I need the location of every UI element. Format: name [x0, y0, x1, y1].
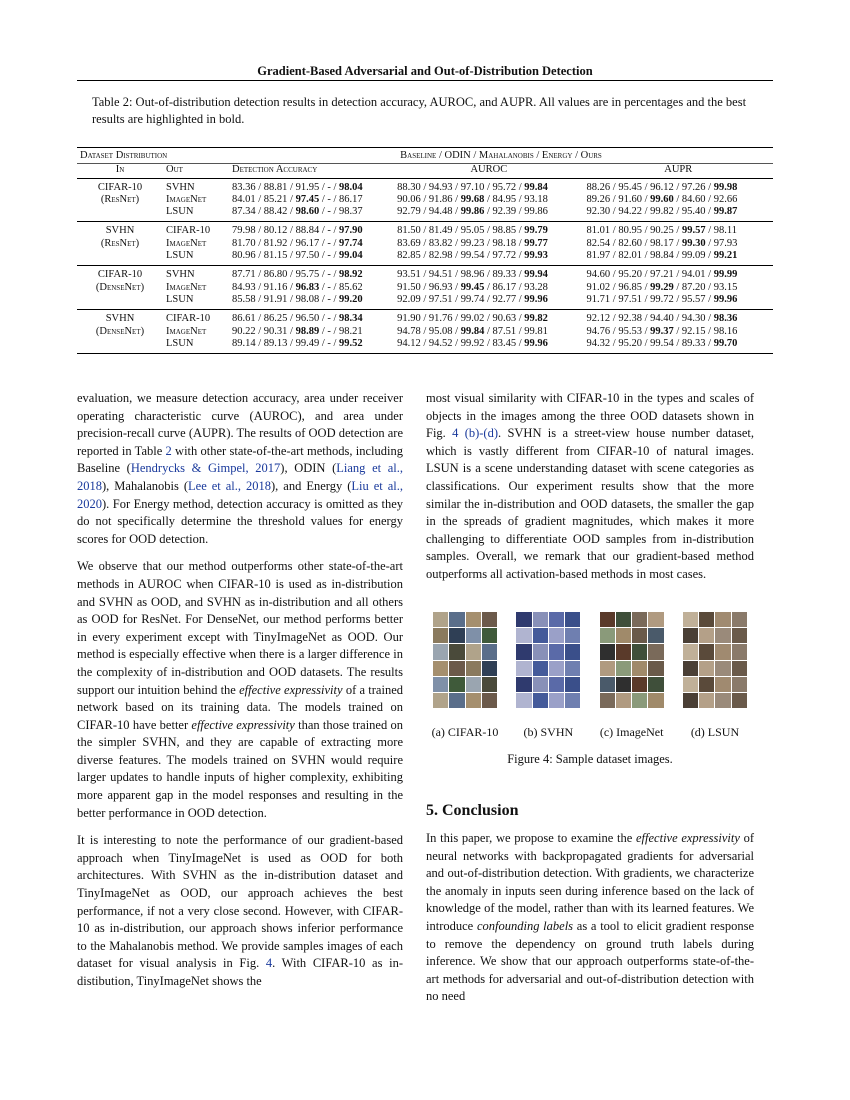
best-value: 98.36 — [713, 313, 738, 325]
table-row — [77, 222, 773, 238]
sample-image — [600, 661, 615, 676]
cell-in-distribution: CIFAR-10 — [77, 266, 163, 282]
cell-aupr: 94.60 / 95.20 / 97.21 / 94.01 / 99.99 — [584, 266, 773, 282]
sample-image — [516, 661, 531, 676]
sample-image — [632, 612, 647, 627]
cell-auroc: 88.30 / 94.93 / 97.10 / 95.72 / 99.84 — [394, 178, 583, 194]
best-value: 99.45 — [460, 281, 485, 293]
cell-auroc: 90.06 / 91.86 / 99.68 / 84.95 / 93.18 — [397, 193, 548, 205]
sample-image — [449, 644, 464, 659]
sample-image — [549, 661, 564, 676]
sample-image — [533, 677, 548, 692]
cell-aupr: 81.97 / 82.01 / 98.84 / 99.09 / 99.21 — [586, 250, 738, 262]
sample-image — [616, 677, 631, 692]
cell-acc: 83.36 / 88.81 / 91.95 / - / 98.04 — [229, 178, 394, 194]
cell-acc: 85.58 / 91.91 / 98.08 / - / 99.20 — [232, 293, 363, 305]
cell-in-distribution: (DenseNet) — [95, 281, 145, 293]
sample-image — [449, 612, 464, 627]
figure-panel-svhn — [509, 612, 587, 740]
results-table — [77, 147, 773, 354]
cell-out-distribution: LSUN — [163, 338, 229, 354]
figure-label: (d) LSUN — [690, 725, 740, 739]
sample-image — [565, 677, 580, 692]
cell-auroc: 91.50 / 96.93 / 99.45 / 86.17 / 93.28 — [397, 281, 548, 293]
best-value: 99.82 — [524, 313, 548, 325]
citation-link[interactable]: Lee et al., 2018 — [188, 478, 272, 493]
sample-image — [516, 677, 531, 692]
cell-aupr: 91.02 / 96.85 / 99.29 / 87.20 / 93.15 — [586, 281, 738, 293]
best-value: 99.70 — [713, 337, 738, 349]
sample-image — [683, 612, 698, 627]
emphasis: effective expressivity — [191, 717, 295, 732]
cell-acc: 79.98 / 80.12 / 88.84 / - / 97.90 — [229, 222, 394, 238]
table-caption: Table 2: Out-of-distribution detection results in detection accuracy, AUROC, and AUPR. All values are in percentages and the best results are highlighted in bold. — [92, 95, 747, 126]
best-value: 99.68 — [460, 193, 485, 205]
cell-auroc: 92.79 / 94.48 / 99.86 / 92.39 / 99.86 — [397, 206, 548, 218]
header-rule — [77, 80, 773, 81]
cell-acc: 80.96 / 81.15 / 97.50 / - / 99.04 — [232, 250, 363, 262]
best-value: 99.84 — [460, 325, 485, 337]
cell-acc: 81.70 / 81.92 / 96.17 / - / 97.74 — [232, 237, 363, 249]
sample-image — [482, 693, 497, 708]
sample-image — [466, 661, 481, 676]
citation-link[interactable]: 2 — [165, 443, 172, 458]
figure-label: (c) ImageNet — [599, 725, 664, 739]
cell-auroc: 94.12 / 94.52 / 99.92 / 83.45 / 99.96 — [394, 338, 583, 354]
best-value: 98.89 — [295, 325, 320, 337]
cell-acc: 89.14 / 89.13 / 99.49 / - / 99.52 — [229, 338, 394, 354]
sample-image — [715, 644, 730, 659]
sample-image — [466, 644, 481, 659]
hdr-out: Out — [163, 164, 229, 178]
cell-in-distribution: (DenseNet) — [95, 325, 145, 337]
sample-image — [616, 628, 631, 643]
sample-image — [449, 628, 464, 643]
best-value: 99.77 — [524, 237, 548, 249]
sample-image — [533, 612, 548, 627]
sample-image — [632, 693, 647, 708]
table-row — [77, 178, 773, 194]
table-row — [77, 206, 773, 222]
sample-image — [715, 612, 730, 627]
best-value: 99.21 — [713, 250, 738, 262]
sample-image — [482, 628, 497, 643]
figure-label: (a) CIFAR-10 — [431, 725, 499, 739]
cell-acc: 84.93 / 91.16 / 96.83 / - / 85.62 — [232, 281, 363, 293]
best-value: 99.94 — [524, 269, 548, 281]
cell-aupr: 89.26 / 91.60 / 99.60 / 84.60 / 92.66 — [586, 193, 738, 205]
sample-image — [683, 644, 698, 659]
sample-image — [715, 661, 730, 676]
best-value: 97.45 — [295, 193, 320, 205]
sample-image — [466, 612, 481, 627]
table-body — [77, 178, 773, 354]
sample-image — [616, 644, 631, 659]
sample-image — [549, 644, 564, 659]
sample-image — [699, 628, 714, 643]
citation-link[interactable]: 4 — [265, 956, 273, 971]
sample-image — [482, 677, 497, 692]
sample-image — [516, 644, 531, 659]
sample-image — [549, 612, 564, 627]
cell-out-distribution: SVHN — [163, 178, 229, 194]
sample-image — [732, 661, 747, 676]
figure-4 — [426, 612, 754, 767]
cell-out-distribution: ImageNet — [166, 237, 207, 249]
table-row — [77, 238, 773, 250]
sample-image — [699, 661, 714, 676]
best-value: 98.92 — [339, 269, 363, 281]
sample-image — [732, 612, 747, 627]
sample-image — [600, 644, 615, 659]
best-value: 99.57 — [681, 225, 706, 237]
table-row — [77, 338, 773, 354]
sample-image — [648, 628, 663, 643]
best-value: 98.60 — [295, 206, 320, 218]
sample-image — [715, 677, 730, 692]
hdr-auroc: AUROC — [394, 164, 583, 178]
paragraph: In this paper, we propose to examine the effective expressivity of neural networks with backpropagated gradients for adversarial and out-of-distribution detection. With gradients, we characterize the anomaly in inputs seen during inference based on the lack of knowledge of the model, rather than with its learned features. We introduce confounding labels as a tool to elicit gradient response to remove the dependency on ground truth labels during inference. We show that our approach outperforms state-of-the-art methods for adversarial and out-of-distribution detection with no need — [426, 831, 755, 1004]
sample-image — [699, 644, 714, 659]
imagenet-sample-grid — [600, 612, 664, 708]
cell-in-distribution: SVHN — [77, 310, 163, 326]
sample-image — [482, 612, 497, 627]
paragraph: We observe that our method outperforms other state-of-the-art methods in AUROC when CIFAR-10 is used as in-distribution and SVHN as OOD, and SVHN as in-distribution and all others as OOD for ResNet. For DenseNet, our method performs better in every experiment except with TinyImageNet as OOD. Our method is especially effective when there is a larger difference in the complexity of in-distribution and OOD datasets. The results support our intuition behind the effective expressivity of a trained network based on its training data. The models trained on CIFAR-10 have better effective expressivity than those trained on the simpler SVHN, and they are capable of extracting more diverse features. The models trained on SVHN would require larger updates to handle inputs of higher complexity, exhibiting more apparent gap in the model responses and resulting in the better performance in OOD detection. — [77, 559, 404, 820]
running-head: Gradient-Based Adversarial and Out-of-Distribution Detection — [257, 64, 593, 78]
cell-auroc: 82.85 / 82.98 / 99.54 / 97.72 / 99.93 — [397, 250, 548, 262]
sample-image — [600, 612, 615, 627]
cell-out-distribution: CIFAR-10 — [163, 310, 229, 326]
cell-out-distribution: SVHN — [163, 266, 229, 282]
cell-aupr: 92.12 / 92.38 / 94.40 / 94.30 / 98.36 — [584, 310, 773, 326]
emphasis: confounding labels — [476, 918, 574, 933]
sample-image — [648, 661, 663, 676]
sample-image — [715, 693, 730, 708]
table-row — [77, 250, 773, 266]
sample-image — [482, 661, 497, 676]
cell-auroc: 92.09 / 97.51 / 99.74 / 92.77 / 99.96 — [397, 293, 548, 305]
sample-image — [648, 644, 663, 659]
hdr-dataset: Dataset Distribution — [80, 150, 168, 161]
sample-image — [516, 693, 531, 708]
table-row — [77, 310, 773, 326]
sample-image — [565, 661, 580, 676]
cell-auroc: 94.78 / 95.08 / 99.84 / 87.51 / 99.81 — [397, 325, 548, 337]
sample-image — [516, 612, 531, 627]
best-value: 99.04 — [339, 250, 363, 262]
table-row — [77, 194, 773, 206]
cell-in-distribution: (ResNet) — [100, 193, 140, 205]
table-row — [77, 294, 773, 310]
sample-image — [683, 693, 698, 708]
cell-in-distribution — [77, 294, 163, 310]
best-value: 97.74 — [339, 237, 363, 249]
best-value: 99.79 — [524, 225, 548, 237]
sample-image — [648, 612, 663, 627]
paragraph: It is interesting to note the performance of our gradient-based approach when TinyImageNet is used as OOD for both architectures. With SVHN as the in-distribution dataset and TinyImageNet as OOD, our approach achieves the best performance, if not a very close second. However, with CIFAR-10 as in-distribution, our approach shows inferior performance to the Mahalanobis method. We provide samples images of each dataset for visual analysis in Fig. 4. With CIFAR-10 as in-distibution, TinyImageNet shows the — [77, 833, 403, 988]
table-row — [77, 266, 773, 282]
sample-image — [565, 693, 580, 708]
cell-aupr: 82.54 / 82.60 / 98.17 / 99.30 / 97.93 — [586, 237, 738, 249]
emphasis: effective expressivity — [636, 831, 740, 845]
cell-out-distribution: LSUN — [166, 293, 194, 305]
cifar10-sample-grid — [433, 612, 497, 708]
right-column — [426, 390, 754, 594]
sample-image — [433, 628, 448, 643]
cell-aupr: 94.32 / 95.20 / 99.54 / 89.33 / 99.70 — [584, 338, 773, 354]
cell-auroc: 81.50 / 81.49 / 95.05 / 98.85 / 99.79 — [394, 222, 583, 238]
cell-auroc: 83.69 / 83.82 / 99.23 / 98.18 / 99.77 — [397, 237, 548, 249]
best-value: 99.20 — [339, 293, 363, 305]
sample-image — [433, 644, 448, 659]
sample-image — [565, 644, 580, 659]
sample-image — [516, 628, 531, 643]
best-value: 99.37 — [650, 325, 674, 337]
best-value: 99.99 — [713, 269, 738, 281]
best-value: 99.29 — [650, 281, 674, 293]
sample-image — [699, 677, 714, 692]
best-value: 99.52 — [339, 337, 363, 349]
sample-image — [648, 677, 663, 692]
sample-image — [732, 628, 747, 643]
cell-aupr: 92.30 / 94.22 / 99.82 / 95.40 / 99.87 — [586, 206, 738, 218]
cell-acc: 87.34 / 88.42 / 98.60 / - / 98.37 — [232, 206, 363, 218]
sample-image — [715, 628, 730, 643]
sample-image — [600, 677, 615, 692]
cell-acc: 87.71 / 86.80 / 95.75 / - / 98.92 — [229, 266, 394, 282]
citation-link[interactable]: Liang et al., 2018 — [77, 461, 403, 493]
sample-image — [433, 677, 448, 692]
cell-acc: 84.01 / 85.21 / 97.45 / - / 86.17 — [232, 193, 363, 205]
sample-image — [565, 612, 580, 627]
sample-image — [732, 644, 747, 659]
sample-image — [683, 661, 698, 676]
sample-image — [683, 677, 698, 692]
sample-image — [482, 644, 497, 659]
citation-link[interactable]: Hendrycks & Gimpel, 2017 — [130, 461, 281, 476]
hdr-in: In — [77, 164, 163, 178]
sample-image — [683, 628, 698, 643]
best-value: 99.84 — [524, 181, 548, 193]
figure-label: (b) SVHN — [523, 725, 574, 739]
best-value: 99.87 — [713, 206, 738, 218]
hdr-aupr: AUPR — [584, 164, 773, 178]
sample-image — [699, 693, 714, 708]
paragraph: evaluation, we measure detection accuracy, area under receiver operating characteristic curve (AUROC), and area under precision-recall curve (AUPR). The results of OOD detection are reported in Table 2 with other state-of-the-art methods, including Baseline (Hendrycks & Gimpel, 2017), ODIN (Liang et al., 2018), Mahalanobis (Lee et al., 2018), and Energy (Liu et al., 2020). For Energy method, detection accuracy is omitted as they do not specifically determine the threshold values for energy scores for OOD detection. — [77, 391, 403, 546]
sample-image — [648, 693, 663, 708]
sample-image — [433, 612, 448, 627]
cell-in-distribution: (ResNet) — [100, 237, 140, 249]
sample-image — [466, 628, 481, 643]
sample-image — [616, 612, 631, 627]
sample-image — [632, 644, 647, 659]
cell-aupr: 94.76 / 95.53 / 99.37 / 92.15 / 98.16 — [586, 325, 738, 337]
sample-image — [533, 661, 548, 676]
cell-out-distribution: ImageNet — [166, 325, 207, 337]
citation-link[interactable]: Liu et al., 2020 — [77, 478, 403, 511]
figure-panel-lsun — [676, 612, 754, 740]
cell-aupr: 91.71 / 97.51 / 99.72 / 95.57 / 99.96 — [586, 293, 738, 305]
sample-image — [632, 677, 647, 692]
cell-out-distribution: LSUN — [166, 206, 194, 218]
best-value: 96.83 — [295, 281, 320, 293]
sample-image — [466, 677, 481, 692]
sample-image — [533, 628, 548, 643]
cell-in-distribution — [77, 338, 163, 354]
sample-image — [699, 612, 714, 627]
conclusion-section — [426, 830, 754, 1006]
figure-panel-cifar10 — [426, 612, 504, 740]
sample-image — [549, 677, 564, 692]
section-title: 5. Conclusion — [426, 802, 519, 819]
best-value: 99.30 — [681, 237, 706, 249]
sample-image — [600, 693, 615, 708]
best-value: 98.34 — [339, 313, 363, 325]
sample-image — [449, 677, 464, 692]
sample-image — [565, 628, 580, 643]
best-value: 99.60 — [650, 193, 674, 205]
cell-auroc: 91.90 / 91.76 / 99.02 / 90.63 / 99.82 — [394, 310, 583, 326]
sample-image — [449, 693, 464, 708]
cell-acc: 86.61 / 86.25 / 96.50 / - / 98.34 — [229, 310, 394, 326]
sample-image — [433, 693, 448, 708]
sample-image — [549, 628, 564, 643]
figure-caption: Figure 4: Sample dataset images. — [507, 752, 673, 766]
paragraph: most visual similarity with CIFAR-10 in the types and scales of objects in the images among the three OOD datasets shown in Fig. 4 (b)-(d). SVHN is a street-view house number dataset, which is vastly different from CIFAR-10 of natural images. LSUN is a scene understanding dataset with scene categories as classifications. Our experiment results show that the more similar the in-distribution and OOD datasets, the smaller the gap in the spreads of gradient magnitudes, which makes it more challenging to differentiate OOD samples from in-distribution samples. Overall, we remark that our gradient-based method outperforms all activation-based methods in most cases. — [426, 391, 754, 581]
lsun-sample-grid — [683, 612, 747, 708]
cell-auroc: 93.51 / 94.51 / 98.96 / 89.33 / 99.94 — [394, 266, 583, 282]
hdr-detection-accuracy: Detection Accuracy — [229, 164, 394, 178]
best-value: 99.93 — [524, 250, 548, 262]
best-value: 99.86 — [460, 206, 485, 218]
cell-out-distribution: ImageNet — [166, 193, 207, 205]
cell-in-distribution — [77, 250, 163, 266]
sample-image — [600, 628, 615, 643]
best-value: 99.96 — [524, 337, 548, 349]
sample-image — [616, 693, 631, 708]
cell-in-distribution: SVHN — [77, 222, 163, 238]
left-column — [77, 390, 403, 1001]
sample-image — [732, 677, 747, 692]
sample-image — [533, 693, 548, 708]
table-row — [77, 326, 773, 338]
best-value: 99.96 — [524, 293, 548, 305]
sample-image — [533, 644, 548, 659]
cell-acc: 90.22 / 90.31 / 98.89 / - / 98.21 — [232, 325, 363, 337]
emphasis: effective expressivity — [239, 682, 343, 697]
cell-out-distribution: LSUN — [166, 250, 194, 262]
best-value: 97.90 — [339, 225, 363, 237]
sample-image — [616, 661, 631, 676]
hdr-methods: Baseline / ODIN / Mahalanobis / Energy / Ours — [400, 150, 602, 161]
sample-image — [466, 693, 481, 708]
cell-aupr: 81.01 / 80.95 / 90.25 / 99.57 / 98.11 — [584, 222, 773, 238]
best-value: 98.04 — [339, 181, 363, 193]
cell-aupr: 88.26 / 95.45 / 96.12 / 97.26 / 99.98 — [584, 178, 773, 194]
cell-in-distribution — [77, 206, 163, 222]
best-value: 99.98 — [713, 181, 738, 193]
citation-link[interactable]: 4 (b)-(d) — [452, 426, 499, 441]
cell-out-distribution: ImageNet — [166, 281, 207, 293]
table-row — [77, 282, 773, 294]
sample-image — [449, 661, 464, 676]
sample-image — [433, 661, 448, 676]
cell-out-distribution: CIFAR-10 — [163, 222, 229, 238]
sample-image — [732, 693, 747, 708]
sample-image — [549, 693, 564, 708]
sample-image — [632, 628, 647, 643]
figure-panel-imagenet — [593, 612, 671, 740]
cell-in-distribution: CIFAR-10 — [77, 178, 163, 194]
svhn-sample-grid — [516, 612, 580, 708]
sample-image — [632, 661, 647, 676]
best-value: 99.96 — [713, 293, 738, 305]
